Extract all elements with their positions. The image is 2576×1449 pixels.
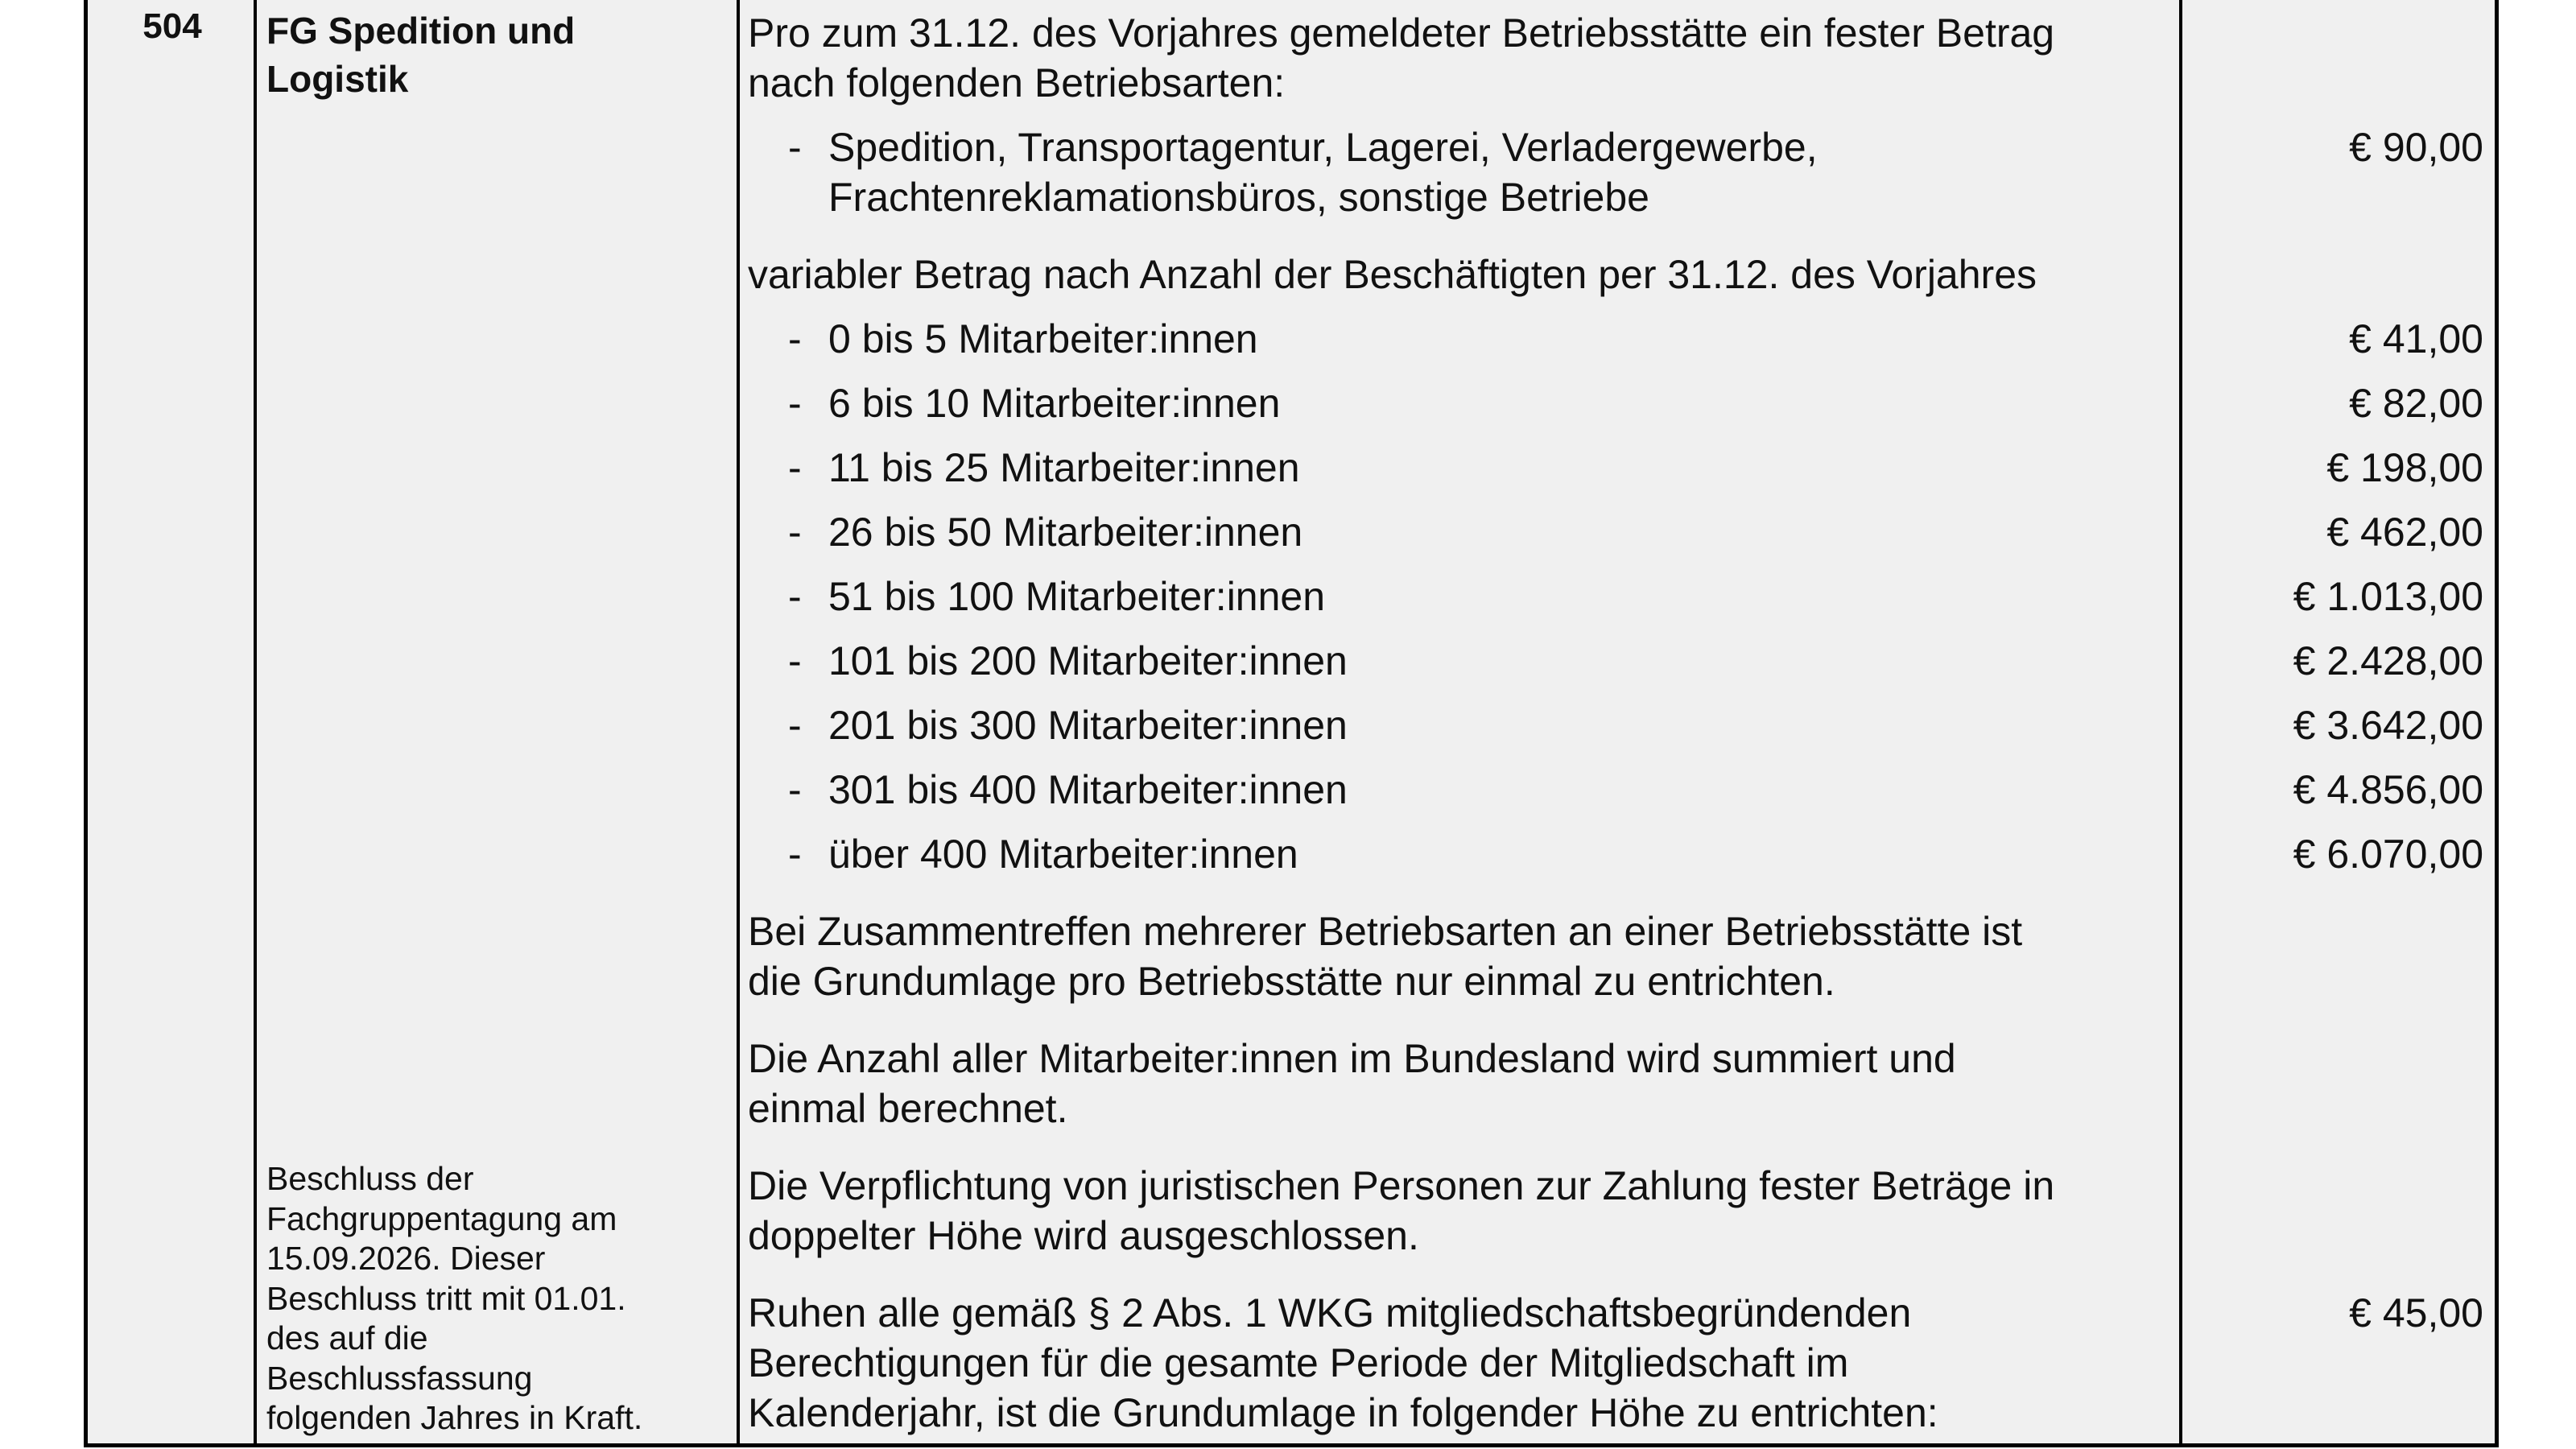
group-name-line: FG Spedition und [266,10,576,52]
tier-label: 201 bis 300 Mitarbeiter:innen [828,703,1348,748]
fixed-intro-line: Pro zum 31.12. des Vorjahres gemeldeter Betriebsstätte ein fester Betrag [748,10,2055,56]
bullet-dash: - [788,832,802,877]
bullet-dash: - [788,381,802,426]
tier-label: 101 bis 200 Mitarbeiter:innen [828,638,1348,683]
row-number: 504 [142,6,202,46]
group-name-line: Logistik [266,58,409,100]
business-types-line: Frachtenreklamationsbüros, sonstige Betriebe [828,175,1649,220]
paragraph-line: die Grundumlage pro Betriebsstätte nur einmal zu entrichten. [748,959,1835,1004]
paragraph-line: Bei Zusammentreffen mehrerer Betriebsarten an einer Betriebsstätte ist [748,909,2023,954]
note-line: Fachgruppentagung am [266,1199,617,1237]
variable-intro: variabler Betrag nach Anzahl der Beschäftigten per 31.12. des Vorjahres [748,252,2037,297]
tier-label: 26 bis 50 Mitarbeiter:innen [828,510,1303,555]
bullet-dash: - [788,125,802,170]
tier-amount: € 3.642,00 [2293,703,2483,748]
tier-amount: € 82,00 [2349,381,2483,426]
tier-label: 0 bis 5 Mitarbeiter:innen [828,316,1258,361]
tier-label: 51 bis 100 Mitarbeiter:innen [828,574,1326,619]
tier-label: 6 bis 10 Mitarbeiter:innen [828,381,1281,426]
business-types-line: Spedition, Transportagentur, Lagerei, Verladergewerbe, [828,125,1818,170]
bullet-dash: - [788,767,802,812]
tier-label: 301 bis 400 Mitarbeiter:innen [828,767,1348,812]
group-name [266,6,733,103]
dormant-amount: € 45,00 [2349,1290,2483,1335]
note-line: Beschluss tritt mit 01.01. [266,1279,626,1317]
paragraph-line: Die Verpflichtung von juristischen Personen zur Zahlung fester Beträge in [748,1163,2055,1208]
fee-table [84,0,2499,1447]
bullet-dash: - [788,316,802,361]
bullet-dash: - [788,510,802,555]
tier-amount: € 1.013,00 [2293,574,2483,619]
paragraph-line: einmal berechnet. [748,1086,1068,1131]
column-divider [254,0,257,1443]
note-line: folgenden Jahres in Kraft. [266,1399,643,1436]
bullet-dash: - [788,445,802,490]
paragraph-line: Kalenderjahr, ist die Grundumlage in folgender Höhe zu entrichten: [748,1390,1938,1435]
fixed-amount: € 90,00 [2349,125,2483,170]
bullet-dash: - [788,574,802,619]
tier-amount: € 462,00 [2326,510,2483,555]
tier-label: 11 bis 25 Mitarbeiter:innen [828,445,1300,490]
paragraph-line: Ruhen alle gemäß § 2 Abs. 1 WKG mitgliedschaftsbegründenden [748,1290,1912,1335]
note-line: Beschlussfassung [266,1359,533,1397]
tier-amount: € 41,00 [2349,316,2483,361]
note-line: Beschluss der [266,1160,474,1197]
tier-amount: € 6.070,00 [2293,832,2483,877]
bullet-dash: - [788,638,802,683]
note-line: des auf die [266,1319,428,1356]
tier-amount: € 198,00 [2326,445,2483,490]
paragraph-line: doppelter Höhe wird ausgeschlossen. [748,1213,1419,1258]
note-line: 15.09.2026. Dieser [266,1240,546,1277]
tier-amount: € 4.856,00 [2293,767,2483,812]
tier-amount: € 2.428,00 [2293,638,2483,683]
bullet-dash: - [788,703,802,748]
resolution-note [266,1159,749,1439]
paragraph-line: Berechtigungen für die gesamte Periode der Mitgliedschaft im [748,1340,1849,1385]
paragraph-line: Die Anzahl aller Mitarbeiter:innen im Bundesland wird summiert und [748,1036,1956,1081]
fixed-intro-line: nach folgenden Betriebsarten: [748,60,1286,105]
tier-label: über 400 Mitarbeiter:innen [828,832,1298,877]
